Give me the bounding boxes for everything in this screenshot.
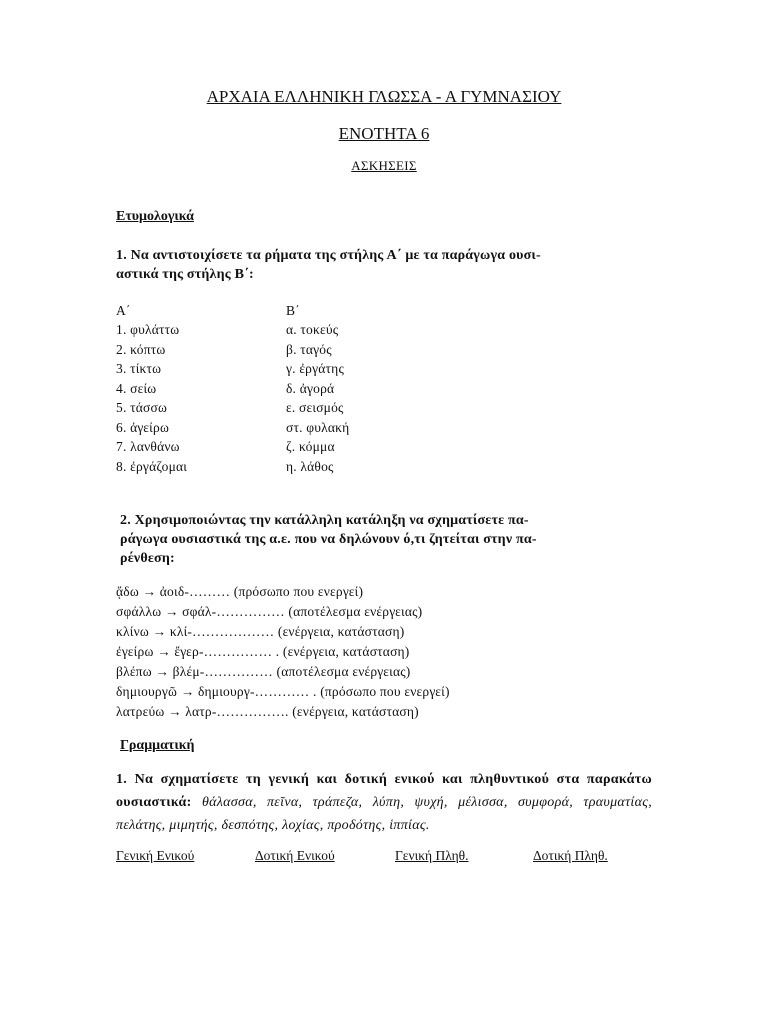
column-a-item: 1. φυλάττω <box>116 322 180 337</box>
noun-list: θάλασσα, πεῖνα, τράπεζα, λύπη, ψυχή, μέλισσα, συμφορά, τραυματίας, πελάτης, μιμητής, δεσπότης, λοχίας, προδότης, ἱππίας. <box>116 795 652 833</box>
column-b-item: ζ. κόμμα <box>286 439 335 454</box>
column-b-item: γ. ἐργάτης <box>286 361 344 376</box>
column-b-item: η. λάθος <box>286 458 334 474</box>
grammar-heading: Γραμματική <box>120 738 195 753</box>
instruction-line: 2. Χρησιμοποιώντας την κατάλληλη κατάληξη να σχηματίσετε πα- <box>120 513 529 528</box>
instruction-line: αστικά της στήλης Β΄: <box>116 267 254 282</box>
unit-title: ΕΝΟΤΗΤΑ 6 <box>338 124 430 143</box>
column-b-item: δ. ἀγορά <box>286 380 335 396</box>
column-b-item: α. τοκεύς <box>286 322 339 337</box>
column-a-item: 6. ἀγείρω <box>116 419 170 435</box>
exercises-title: ΑΣΚΗΣΕΙΣ <box>351 158 417 173</box>
derivation-item: σφάλλω → σφάλ-…………… (αποτέλεσμα ενέργειας) <box>116 604 423 619</box>
etymology-exercise-2-instructions <box>120 511 640 568</box>
etymology-exercise-1-instructions <box>116 246 636 284</box>
column-a-item: 2. κόπτω <box>116 341 166 357</box>
column-b-item: ε. σεισμός <box>286 400 344 415</box>
grammar-exercise-1 <box>116 768 652 837</box>
column-a-header: Α΄ <box>116 303 131 318</box>
column-dative-singular: Δοτική Ενικού <box>255 848 335 863</box>
column-genitive-plural: Γενική Πληθ. <box>395 848 469 863</box>
instruction-line: 1. Να αντιστοιχίσετε τα ρήματα της στήλης Α΄ με τα παράγωγα ουσι- <box>116 248 541 263</box>
column-a-item: 7. λανθάνω <box>116 439 180 454</box>
column-a-item: 8. ἐργάζομαι <box>116 458 188 474</box>
derivation-item: βλέπω → βλέμ-…………… (αποτέλεσμα ενέργειας) <box>116 664 411 679</box>
etymology-heading: Ετυμολογικά <box>116 209 194 224</box>
column-b-item: β. ταγός <box>286 341 332 357</box>
column-genitive-singular: Γενική Ενικού <box>116 848 195 863</box>
column-b-header: Β΄ <box>286 303 300 318</box>
grammar-instruction: 1. Να σχηματίσετε τη γενική και δοτική ενικού και πληθυντικού στα παρακάτω ουσιαστικά: <box>116 772 652 810</box>
derivation-item: δημιουργῶ → δημιουργ-………… . (πρόσωπο που ενεργεί) <box>116 684 450 699</box>
derivation-item: κλίνω → κλί-……………… (ενέργεια, κατάσταση) <box>116 624 405 639</box>
column-a-item: 4. σείω <box>116 380 157 396</box>
derivation-item: λατρεύω → λατρ-……………. (ενέργεια, κατάσταση) <box>116 704 419 719</box>
column-a-item: 3. τίκτω <box>116 361 162 376</box>
derivation-item: ἐγείρω → ἔγερ-…………… . (ενέργεια, κατάσταση) <box>116 644 410 659</box>
column-b-item: στ. φυλακή <box>286 419 350 435</box>
column-dative-plural: Δοτική Πληθ. <box>533 848 608 863</box>
document-title: ΑΡΧΑΙΑ ΕΛΛΗΝΙΚΗ ΓΛΩΣΣΑ - Α ΓΥΜΝΑΣΙΟΥ <box>206 87 562 106</box>
instruction-line: ράγωγα ουσιαστικά της α.ε. που να δηλώνουν ό,τι ζητείται στην πα- <box>120 532 537 547</box>
instruction-line: ρένθεση: <box>120 551 175 566</box>
column-a-item: 5. τάσσω <box>116 400 168 415</box>
derivation-item: ᾄδω → ἀοιδ-……… (πρόσωπο που ενεργεί) <box>116 584 364 599</box>
